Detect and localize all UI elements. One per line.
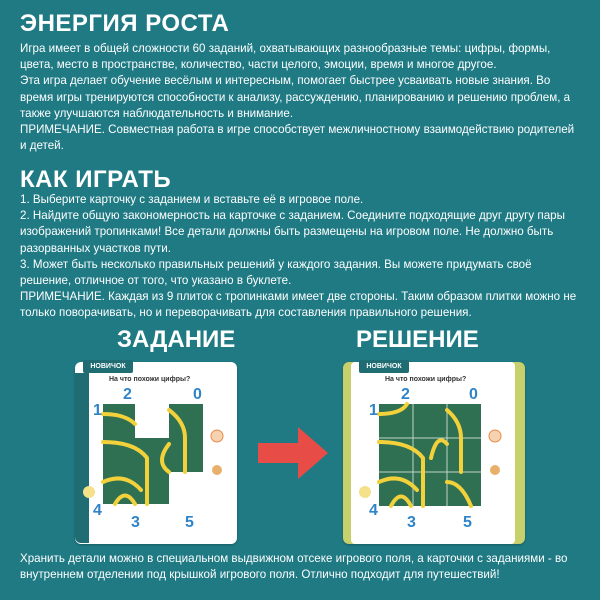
rule-1: 1. Выберите карточку с заданием и вставьте её в игровое поле.: [20, 193, 364, 206]
difficulty-tag: НОВИЧОК: [83, 360, 133, 373]
solution-card-inner: [351, 362, 515, 544]
storage-note: Хранить детали можно в специальном выдвижном отсеке игрового поля, а карточки с заданиями - во внутреннем отделении под крышкой игрового поля. Отлично подходит для путешествий!: [20, 552, 568, 582]
number-3: 3: [131, 514, 140, 531]
number-5: 5: [463, 514, 472, 531]
number-1: 1: [369, 402, 378, 419]
section-title-how-to-play: КАК ИГРАТЬ: [20, 166, 172, 193]
rule-2: 2. Найдите общую закономерность на карточке с заданием. Соедините подходящие друг другу пары изображений тропинками! Все детали должны быть размещены на игровом поле. Не должно быть разорванных участков пути.: [20, 209, 565, 255]
rule-note: ПРИМЕЧАНИЕ. Каждая из 9 плиток с тропинками имеет две стороны. Таким образом плитки можно не только поворачивать, но и переворачивать для составления правильного решения.: [20, 290, 577, 320]
arrow-right-icon: [258, 427, 328, 479]
energy-text: [20, 41, 582, 154]
energy-paragraph: Эта игра делает обучение весёлым и интересным, помогает быстрее усваивать новые знания. Во время игры тренируются способности к анализу, рассуждению, планированию и решению проблем, а также улучшаются наблюдательность и внимание.: [20, 74, 571, 120]
energy-paragraph: Игра имеет в общей сложности 60 заданий, охватывающих разнообразные темы: цифры, формы, цвета, место в пространстве, количество, части целого, эмоции, время и многое другое.: [20, 42, 551, 72]
number-2: 2: [123, 386, 132, 403]
energy-note: ПРИМЕЧАНИЕ. Совместная работа в игре способствует межличностному взаимодействию родителей и детей.: [20, 123, 575, 153]
solution-label: РЕШЕНИЕ: [356, 326, 479, 353]
card-question: На что похожи цифры?: [385, 376, 467, 383]
rule-3: 3. Может быть несколько правильных решений у каждого задания. Вы можете придумать своё решение, отличное от того, что указано в буклете.: [20, 257, 532, 288]
number-4: 4: [93, 502, 102, 519]
number-1: 1: [93, 402, 102, 419]
number-0: 0: [469, 386, 478, 403]
number-3: 3: [407, 514, 416, 531]
number-0: 0: [193, 386, 202, 403]
number-2: 2: [401, 386, 410, 403]
difficulty-tag: НОВИЧОК: [359, 360, 409, 373]
number-4: 4: [369, 502, 378, 519]
task-label: ЗАДАНИЕ: [117, 326, 236, 353]
solution-card: [343, 362, 525, 544]
card-question: На что похожи цифры?: [109, 376, 191, 383]
section-title-energy: ЭНЕРГИЯ РОСТА: [20, 10, 230, 37]
task-card: [75, 362, 237, 544]
how-to-play-text: [20, 192, 582, 322]
number-5: 5: [185, 514, 194, 531]
